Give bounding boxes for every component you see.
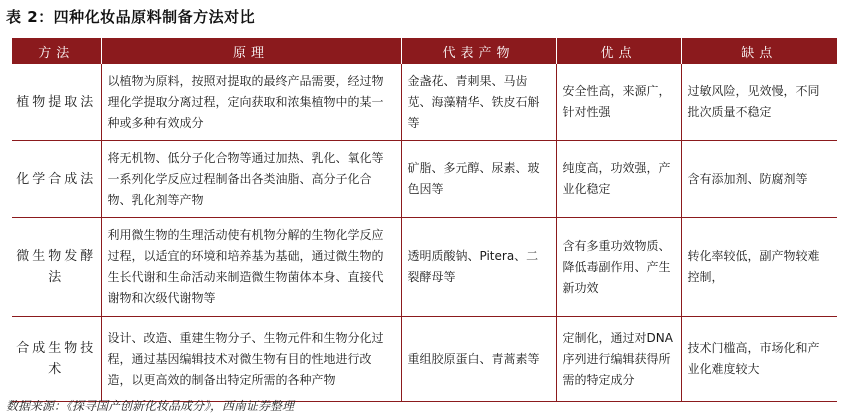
cell-products: 重组胶原蛋白、青蒿素等: [401, 317, 556, 402]
header-products: 代表产物: [401, 38, 556, 64]
comparison-table: [12, 38, 837, 402]
cell-advantages: 含有多重功效物质、降低毒副作用、产生新功效: [556, 218, 681, 317]
table-header-row: [12, 38, 837, 64]
table-row: [12, 317, 837, 402]
table-row: [12, 141, 837, 218]
cell-principle: 利用微生物的生理活动使有机物分解的生物化学反应过程，以适宜的环境和培养基为基础，通过微生物的生长代谢和生命活动来制造微生物菌体本身、直接代谢物和次级代谢物等: [101, 218, 401, 317]
cell-principle: 设计、改造、重建生物分子、生物元件和生物分化过程，通过基因编辑技术对微生物有目的性地进行改造，以更高效的制备出特定所需的各种产物: [101, 317, 401, 402]
cell-advantages: 定制化，通过对DNA序列进行编辑获得所需的特定成分: [556, 317, 681, 402]
cell-products: 矿脂、多元醇、尿素、玻色因等: [401, 141, 556, 218]
cell-method: 化学合成法: [12, 141, 101, 218]
cell-products: 金盏花、青刺果、马齿苋、海藻精华、铁皮石斛等: [401, 64, 556, 141]
cell-method: 植物提取法: [12, 64, 101, 141]
cell-method: 合成生物技术: [12, 317, 101, 402]
table-row: [12, 64, 837, 141]
cell-advantages: 安全性高，来源广，针对性强: [556, 64, 681, 141]
cell-disadvantages: 转化率较低，副产物较难控制，: [681, 218, 837, 317]
header-advantages: 优点: [556, 38, 681, 64]
table-title: 表 2：四种化妆品原料制备方法对比: [6, 8, 256, 26]
cell-disadvantages: 含有添加剂、防腐剂等: [681, 141, 837, 218]
data-source-note: 数据来源：《探寻国产创新化妆品成分》，西南证券整理: [6, 399, 295, 413]
cell-principle: 将无机物、低分子化合物等通过加热、乳化、氧化等一系列化学反应过程制备出各类油脂、高分子化合物、乳化剂等产物: [101, 141, 401, 218]
header-disadvantages: 缺点: [681, 38, 837, 64]
cell-method: 微生物发酵法: [12, 218, 101, 317]
table-row: [12, 218, 837, 317]
cell-principle: 以植物为原料，按照对提取的最终产品需要，经过物理化学提取分离过程，定向获取和浓集植物中的某一种或多种有效成分: [101, 64, 401, 141]
cell-disadvantages: 技术门槛高，市场化和产业化难度较大: [681, 317, 837, 402]
cell-disadvantages: 过敏风险，见效慢，不同批次质量不稳定: [681, 64, 837, 141]
header-method: 方法: [12, 38, 101, 64]
header-principle: 原理: [101, 38, 401, 64]
cell-advantages: 纯度高，功效强，产业化稳定: [556, 141, 681, 218]
cell-products: 透明质酸钠、Pitera、二裂酵母等: [401, 218, 556, 317]
